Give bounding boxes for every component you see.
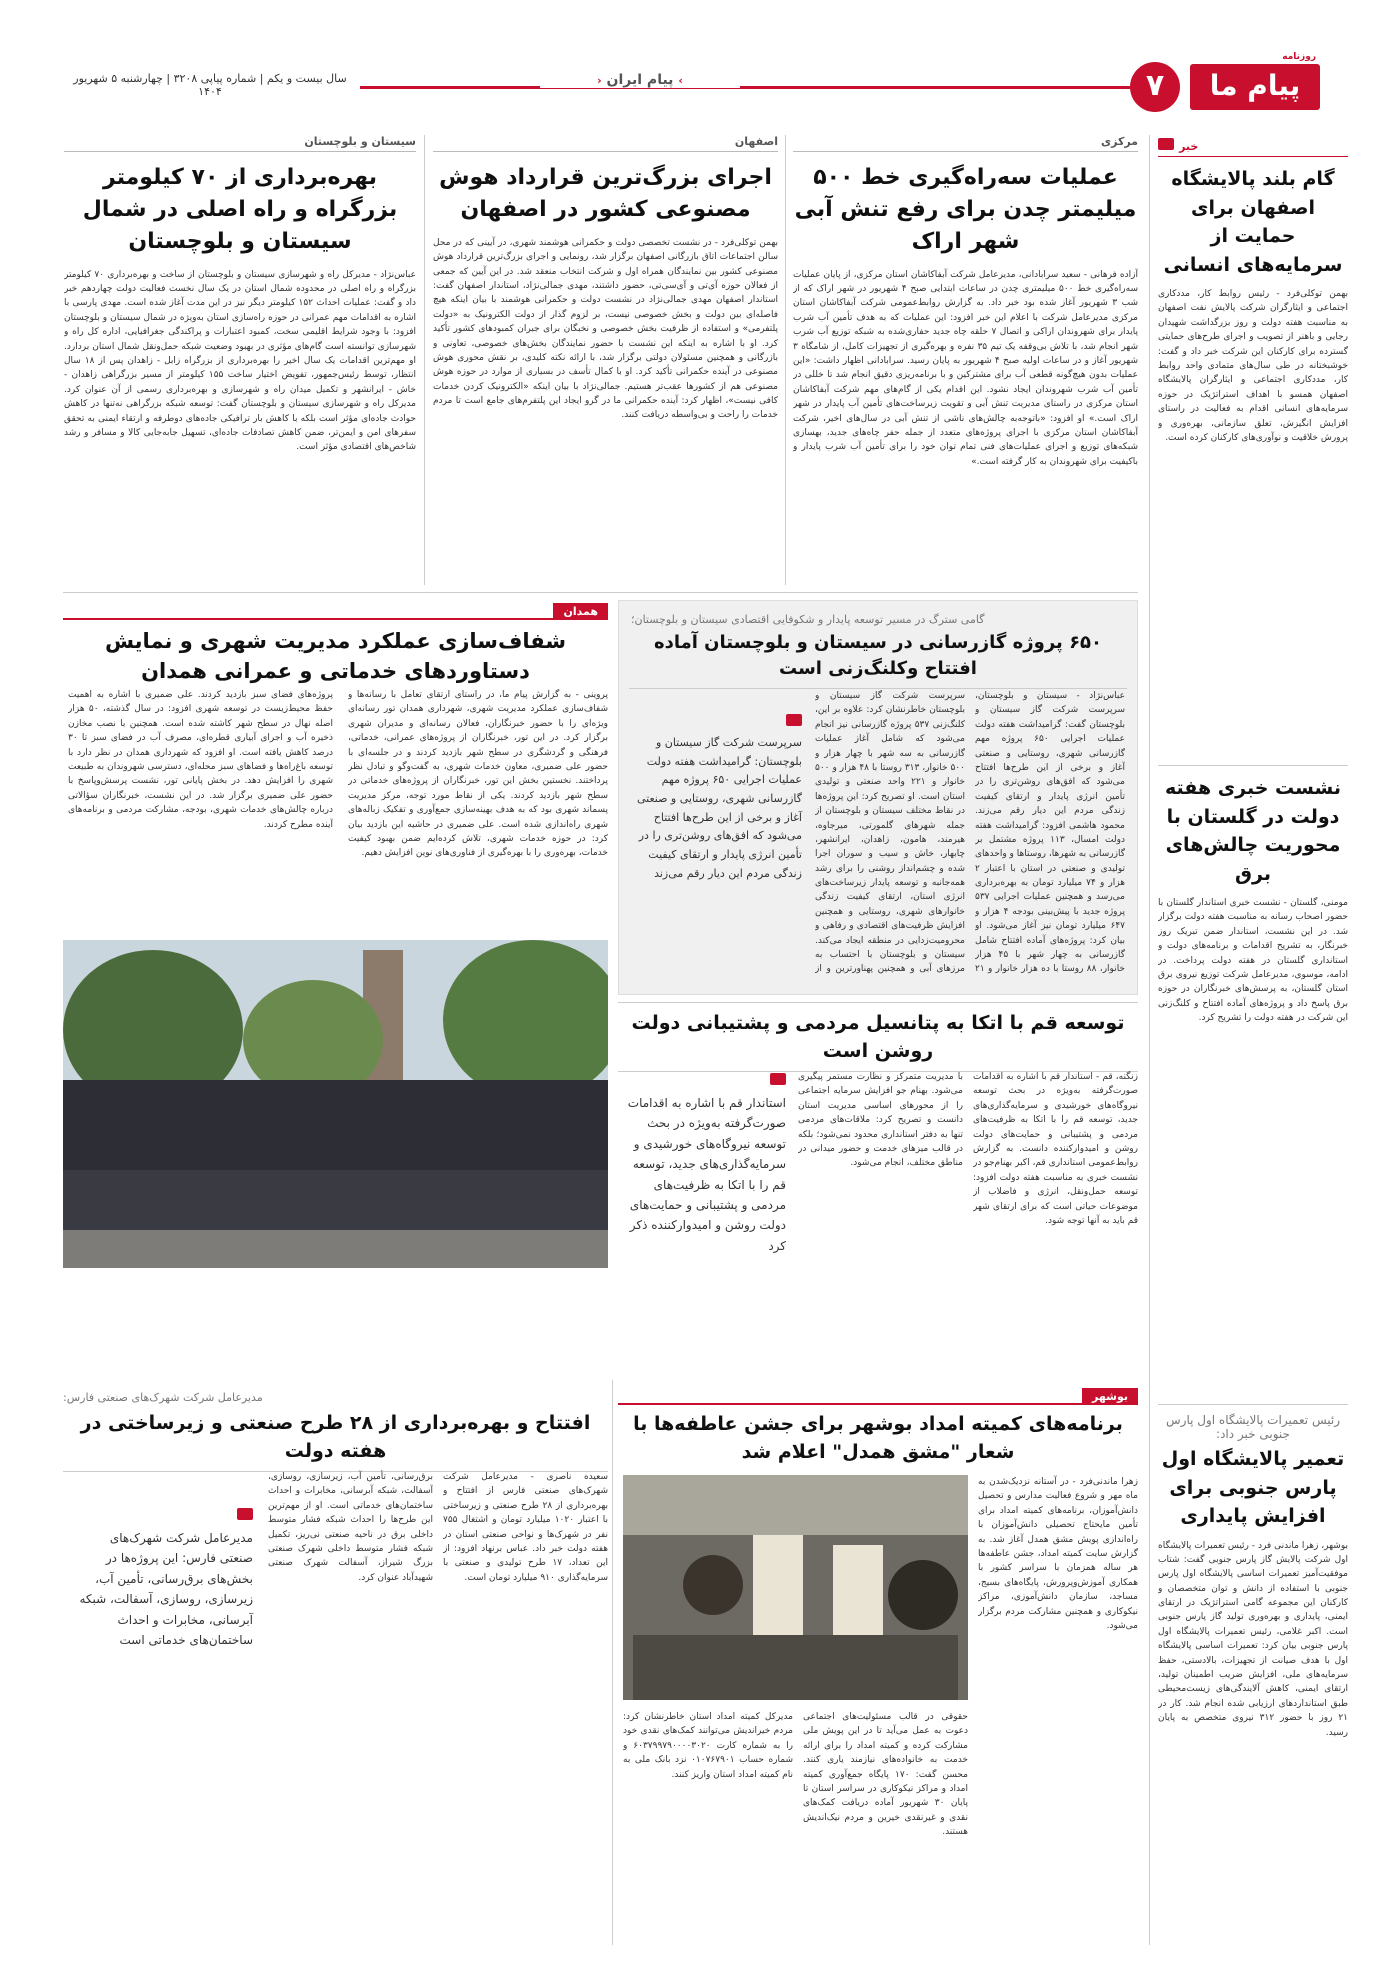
- article-body: عباس‌نژاد - مدیرکل راه و شهرسازی سیستان و بلوچستان از ساخت و بهره‌برداری ۷۰ کیلومتر بزرگراه و راه اصلی در محدوده شمال استان در یک سال نخست فعالیت دولت چهاردهم خبر داد و گفت: عملیات احداث ۱۵۲ کیلومتر دیگر نیز در این مدت آغاز شده است. مهدی پارسی با اشاره به اقدامات مهم عمرانی در حوزه راه‌سازی استان به‌ویژه در شمال سیستان و بلوچستان افزود: با وجود شرایط اقلیمی سخت، کمبود اعتبارات و پراکندگی جغرافیایی، اداره کل راه و شهرسازی توانسته است گام‌های مؤثری در بهبود وضعیت شبکه حمل‌ونقل شمال استان بردارد. او مهم‌ترین اقدامات یک سال اخیر را بهره‌برداری از بزرگراه زابل - زاهدان پس از ۱۸ سال انتظار، توسط رئیس‌جمهور، تفویض اختیار ساخت ۱۵۵ کیلومتر از مسیر بزرگراهی زاهدان - خاش - ایرانشهر و تکمیل میدان راه و شهرسازی و بهره‌برداری رسمی از آن عنوان کرد. مدیرکل راه و شهرسازی سیستان و بلوچستان گفت: توسعه شبکه بزرگراهی نه‌تنها در کاهش حوادث جاده‌ای مؤثر است بلکه با کاهش بار ترافیکی جاده‌های دوطرفه و ارتقاء ایمنی به تحقق سفرهای امن و ایمن‌تر، ضمن کاهش تصادفات جاده‌ای، تسهیل جابه‌جایی کالا و مسافر و رشد شاخص‌های اقتصادی مؤثر است.: [64, 269, 416, 453]
- article-fars: [63, 1385, 608, 1945]
- article-markazi: [793, 135, 1138, 585]
- sidebar-item-title: گام بلند پالایشگاه اصفهان برای حمایت از سرمایه‌های انسانی: [1163, 168, 1343, 276]
- article-qom: [618, 1010, 1138, 1380]
- article-body-col1: زنگنه، قم - استاندار قم با اشاره به اقدامات صورت‌گرفته به‌ویژه در بحث توسعه نیروگاه‌های خورشیدی و سرمایه‌گذاری‌های جدید، توسعه قم را با اتکا به ظرفیت‌های مردمی و پشتیبانی و حمایت‌های دولت روشن و امیدوارکننده دانست. به گزارش روابط‌عمومی استانداری قم، اکبر بهنام‌جو در نشست خبری به مناسبت هفته دولت افزود: توسعه حمل‌ونقل، انرژی و فاضلاب از موضوعات حیاتی است که برای ارتقای شهر قم باید به آنها توجه شود.: [973, 1072, 1138, 1226]
- article-body-col1: عباس‌نژاد - سیستان و بلوچستان، سرپرست شرکت گاز سیستان و بلوچستان گفت: گرامیداشت هفته دولت عملیات اجرایی ۶۵۰ پروژه مهم گازرسانی شهری، روستایی و صنعتی آغاز و برخی از این طرح‌ها افتتاح می‌شود که افق‌های روشن‌تری را در تأمین انرژی پایدار و ارتقای کیفیت زندگی مردم این دیار رقم می‌زند. محمود هاشمی افزود: گرامیداشت هفته دولت امسال، ۱۱۳ پروژه مشتمل بر گازرسانی به شهرها، روستاها و واحدهای تولیدی و صنعتی در استان با اعتبار ۲ هزار و ۷۴ میلیارد تومان به بهره‌برداری می‌رسد و همچنین عملیات اجرایی ۵۳۷ پروژه جدید با پیش‌بینی بودجه ۴ هزار و ۶۴۷ میلیارد تومان نیز آغاز می‌شود. او بیان کرد: پروژه‌های آماده افتتاح شامل گازرسانی به چهار شهر با ۴۵ هزار خانوار، ۸۸ روستا با ده هزار خانوار و ۲۱: [975, 691, 1125, 975]
- article-body-col2: برق‌رسانی، تأمین آب، زیرسازی، روسازی، آسفالت، شبکه آبرسانی، مخابرات و احداث ساختمان‌های خدماتی است. او از مهم‌ترین این طرح‌ها را احداث شبکه فشار متوسط داخلی برق در ناحیه صنعتی نی‌ریز، تکمیل شبکه فشار متوسط داخلی شهرک صنعتی بزرگ شیراز، آسفالت شهرک صنعتی شهیدآباد عنوان کرد.: [268, 1472, 433, 1583]
- quote-icon: [770, 1073, 786, 1085]
- group-photo: [63, 940, 608, 1268]
- newspaper-logo[interactable]: روزنامه پیام ما: [1190, 64, 1320, 110]
- column-divider: [1149, 135, 1150, 1945]
- article-body-col1: پروینی - به گزارش پیام ما، در راستای ارتقای تعامل با رسانه‌ها و شفاف‌سازی عملکرد مدیریت شهری، شهرداری همدان تور رسانه‌ای ویژه‌ای را با حضور خبرنگاران، فعالان رسانه‌ای و مدیران شهری برگزار کرد. در این تور، خبرنگاران از پروژه‌های عمرانی، خدماتی، فرهنگی و گردشگری در سطح شهر بازدید کردند و در جلسه‌ای با حضور علی ضمیری، معاون خدمات شهری، به گفت‌وگو و تبادل نظر پرداختند. نخستین بخش این تور، خبرنگاران از پروژه‌های خدماتی در سطح شهر بازدید کردند. یکی از نقاط مورد توجه، مرکز مدیریت پسماند شهری بود که به هدف بهینه‌سازی جمع‌آوری و تفکیک زباله‌های شهری راه‌اندازی شده است. علی ضمیری در حاشیه این بازدید بیان کرد: در حوزه خدمات شهری، تلاش کرده‌ایم ضمن بهبود کیفیت خدمات، بهره‌وری را با بهره‌گیری از فناوری‌های نوین افزایش دهیم.: [348, 690, 608, 859]
- page-name: › پیام ایران ‹: [540, 72, 740, 88]
- article-title: توسعه قم با اتکا به پتانسیل مردمی و پشتیبانی دولت روشن است: [631, 1012, 1125, 1062]
- article-title: اجرای بزرگ‌ترین قرارداد هوش مصنوعی کشور در اصفهان: [439, 165, 772, 222]
- sidebar-item-title: تعمیر پالایشگاه اول پارس جنوبی برای افزایش پایداری: [1161, 1448, 1345, 1527]
- sidebar-item-body: بوشهر، زهرا ماندنی فرد - رئیس تعمیرات پالایشگاه اول شرکت پالایش گاز پارس جنوبی گفت: شتاب موفقیت‌آمیز تعمیرات اساسی پالایشگاه اول پارس جنوبی با استفاده از دانش و توان متخصصان و کارکنان این مجموعه گامی استراتژیک در ارتقای ایمنی، پایداری و بهره‌وری تولید گاز پارس جنوبی است. اکبر غلامی، رئیس تعمیرات پالایشگاه اول پارس جنوبی بیان کرد: تعمیرات اساسی پالایشگاه اول با هدف صیانت از تجهیزات، بالادستی، حفظ سرمایه‌های ملی، افزایش ضریب اطمینان تولید، ارتقای ایمنی، کاهش آلایندگی‌های زیست‌محیطی طبق استانداردهای ارزیابی شده انجام شد. کار در ۲۱ روز با حضور ۳۱۲ نیروی متخصص به پایان رسید.: [1158, 1540, 1348, 1738]
- sidebar-tag: خبر: [1179, 140, 1199, 153]
- article-title: ۶۵۰ پروژه گازرسانی در سیستان و بلوچستان آماده افتتاح وکلنگ‌زنی است: [653, 632, 1103, 680]
- article-title: شفاف‌سازی عملکرد مدیریت شهری و نمایش دستاوردهای خدماتی و عمرانی همدان: [104, 629, 566, 684]
- article-gas-sistan: [618, 600, 1138, 995]
- article-kicker: گامی سترگ در مسیر توسعه پایدار و شکوفایی اقتصادی سیستان و بلوچستان؛: [631, 613, 985, 626]
- article-sistan: [64, 135, 416, 585]
- article-body-col1: سعیده ناصری - مدیرعامل شرکت شهرک‌های صنعتی فارس از افتتاح و بهره‌برداری از ۲۸ طرح صنعتی و زیرساختی با اعتبار ۱۰۲۰ میلیارد تومان و اشتغال ۷۵۵ نفر در شهرک‌ها و نواحی صنعتی استان در هفته دولت خبر داد. عباس برنهاد افزود: از این تعداد، ۱۷ طرح تولیدی و صنعتی با سرمایه‌گذاری ۹۱۰ میلیارد تومان است.: [443, 1472, 608, 1583]
- news-icon: [1158, 138, 1174, 150]
- pull-quote-text: سرپرست شرکت گاز سیستان و بلوچستان: گرامیداشت هفته دولت عملیات اجرایی ۶۵۰ پروژه مهم گازرسانی شهری، روستایی و صنعتی آغاز و برخی از این طرح‌ها افتتاح می‌شود که افق‌های روشن‌تری را در تأمین انرژی پایدار و ارتقای کیفیت زندگی مردم این دیار رقم می‌زند: [636, 736, 802, 880]
- article-bushehr: [618, 1385, 1138, 1945]
- pull-quote-text: استاندار قم با اشاره به اقدامات صورت‌گرفته به‌ویژه در بحث توسعه نیروگاه‌های خورشیدی و سرمایه‌گذاری‌های جدید، توسعه قم را با اتکا به ظرفیت‌های مردمی و پشتیبانی و حمایت‌های دولت روشن و امیدوارکننده ذکر کرد: [627, 1096, 786, 1253]
- sidebar-item-body: بهمن توکلی‌فرد - رئیس روابط کار، مددکاری اجتماعی و ایثارگران شرکت پالایش نفت اصفهان به مناسبت هفته دولت و روز بزرگداشت شهیدان رجایی و باهنر از تصویب و اجرای طرح‌های حمایتی گسترده برای کارکنان این شرکت خبر داد و گفت: خوشبختانه در طی سال‌های متمادی واحد روابط کار، مددکاری اجتماعی و ایثارگران پالایشگاه اصفهان همسو با اهداف استراتژیک در حوزه سرمایه‌های انسانی اقدام به فعالیت در راستای افزایش انگیزش، تعلق سازمانی، بهره‌وری و پرورش خلاقیت و نوآوری‌های کارکنان کرده است.: [1158, 289, 1348, 443]
- article-body-col2: حقوقی در قالب مسئولیت‌های اجتماعی دعوت به عمل می‌آید تا در این پویش ملی مشارکت کرده و کمیته امداد را برای ارائه خدمت به خانواده‌های نیازمند یاری کنند. محسن گفت: ۱۷۰ پایگاه جمع‌آوری کمیته امداد و مراکز نیکوکاری در سراسر استان تا پایان ۳۰ شهریور آماده دریافت کمک‌های نقدی و غیرنقدی خیرین و مردم نیک‌اندیش هستند.: [803, 1712, 968, 1838]
- row-divider: [63, 592, 1138, 593]
- quote-icon: [237, 1508, 253, 1520]
- column-divider: [424, 135, 425, 585]
- article-isfahan: [433, 135, 778, 585]
- logo-subtitle: روزنامه: [1282, 52, 1316, 62]
- article-title: بهره‌برداری از ۷۰ کیلومتر بزرگراه و راه اصلی در شمال سیستان و بلوچستان: [82, 165, 398, 254]
- photo-illustration: [623, 1475, 968, 1700]
- sidebar: [1158, 135, 1348, 1945]
- quote-icon: [786, 714, 802, 726]
- sidebar-item-kicker: رئیس تعمیرات پالایشگاه اول پارس جنوبی خبر داد:: [1166, 1413, 1340, 1441]
- prev-arrow-icon[interactable]: ‹: [597, 74, 602, 87]
- sidebar-item-title: نشست خبری هفته دولت در گلستان با محوریت چالش‌های برق: [1165, 777, 1341, 885]
- divider: [1158, 1404, 1348, 1405]
- pull-quote: [632, 711, 802, 884]
- article-body-col3: مدیرکل کمیته امداد استان خاطرنشان کرد: مردم خیراندیش می‌توانند کمک‌های نقدی خود را به شماره کارت ۶۰۳۷۹۹۷۹۰۰۰۰۳۰۲۰ و شماره حساب ۰۱۰۷۶۷۹۰۱ نزد بانک ملی به نام کمیته امداد استان واریز کنند.: [623, 1712, 793, 1780]
- section-label: سیستان و بلوچستان: [64, 135, 416, 152]
- pull-quote: [73, 1505, 253, 1650]
- divider: [1158, 765, 1348, 766]
- next-arrow-icon[interactable]: ›: [678, 74, 683, 87]
- section-label: مرکزی: [793, 135, 1138, 152]
- page-header: [60, 52, 1320, 114]
- article-body-col2: پروژه‌های فضای سبز بازدید کردند. علی ضمیری با اشاره به اهمیت حفظ محیط‌زیست در توسعه شهری افزود: در سال گذشته، ۵۰ هزار اصله نهال در سطح شهر کاشته شده است. همچنین با نصب مخازن ذخیره آب و اجرای آبیاری قطره‌ای، مصرف آب در فضای سبز تا ۳۰ درصد کاهش یافته است. او افزود که شهرداری همدان در نظر دارد با توسعه باغ‌راه‌ها و فضاهای سبز محله‌ای، دسترسی شهروندان به طبیعت شهری را افزایش دهد. در بخش پایانی تور، نشست پرسش‌وپاسخ با حضور علی ضمیری برگزار شد. در این نشست، خبرنگاران سؤالاتی درباره چالش‌های خدمات شهری، بودجه، مشارکت مردمی و برنامه‌های آینده مطرح کردند.: [68, 690, 333, 830]
- pull-quote-text: مدیرعامل شرکت شهرک‌های صنعتی فارس: این پروژه‌ها در بخش‌های برق‌رسانی، تأمین آب، زیرسازی، روسازی، آسفالت، شبکه آبرسانی، مخابرات و احداث ساختمان‌های خدماتی است: [79, 1531, 253, 1647]
- section-label: اصفهان: [433, 135, 778, 152]
- charity-photo: [623, 1475, 968, 1700]
- column-divider: [785, 135, 786, 585]
- sidebar-header: [1158, 135, 1348, 157]
- sidebar-item-body: مومنی، گلستان - نشست خبری استاندار گلستان با حضور اصحاب رسانه به مناسبت هفته دولت برگزار شد. در این نشست، استاندار ضمن تبریک روز خبرنگار، به تشریح اقدامات و برنامه‌های دولت و استانداری گلستان در هفته دولت پرداخت. در ادامه، موسوی، مدیرعامل شرکت توزیع نیروی برق استان گلستان، به پرسش‌های خبرنگاران در حوزه برق پاسخ داد و پروژه‌های آماده افتتاح و کلنگ‌زنی این شرکت در هفته دولت را تشریح کرد.: [1158, 898, 1348, 1024]
- article-title: عملیات سه‌راه‌گیری خط ۵۰۰ میلیمتر چدن برای رفع تنش آبی شهر اراک: [794, 165, 1137, 254]
- article-kicker: مدیرعامل شرکت شهرک‌های صنعتی فارس:: [63, 1391, 263, 1404]
- section-tag: همدان: [553, 603, 608, 620]
- article-title: افتتاح و بهره‌برداری از ۲۸ طرح صنعتی و زیرساختی در هفته دولت: [80, 1412, 591, 1462]
- article-hamedan: [63, 600, 608, 1270]
- pull-quote: [621, 1070, 786, 1256]
- article-body: بهمن توکلی‌فرد - در نشست تخصصی دولت و حکمرانی هوشمند شهری، در آیینی که در محل سالن اجتماعات اتاق بازرگانی اصفهان برگزار شد، رونمایی و اجرای بزرگ‌ترین قرارداد هوش مصنوعی کشور بین نمایندگان همراه اول و شرکت انتخاب منعقد شد. در این آیین که جمعی از فعالان حوزه آی‌تی و آی‌سی‌تی، حضور داشتند، مهدی جمالی‌نژاد، استاندار اصفهان گفت: استاندار اصفهان مهدی جمالی‌نژاد در نشست دولت و حکمرانی هوشمند با بیان اینکه هیچ فاصله‌ای بین دولت و بخش خصوصی نیست، بر لزوم گذار از دولت الکترونیک به «دولت پلتفرمی» و استفاده از ظرفیت بخش خصوصی و نخبگان برای جبران کمبودهای کشور تأکید کرد. او با اشاره به اینکه این نشست با حضور نمایندگان بخش‌های خصوصی، تعاونی و بازرگانی و همچنین مسئولان دولتی برگزار شد، با ارائه نکته کلیدی، بر نقش محوری هوش مصنوعی در آینده حکمرانی تأکید کرد. او با کمال تأسف در بسیاری از موارد در حوزه هوش مصنوعی هم از کشورها عقب‌تر هستیم. جمالی‌نژاد با بیان اینکه «الکترونیک کردن خدمات کافی نیست»، اظهار کرد: آینده حکمرانی ما در گرو ایجاد این پلتفرم‌های جامع است تا مردم خدمات را راحت و بی‌واسطه دریافت کنند.: [433, 237, 778, 421]
- page-number: ۷: [1130, 62, 1180, 112]
- article-body: آزاده فرهانی - سعید سرابادانی، مدیرعامل شرکت آبفاکاشان استان مرکزی، از پایان عملیات سه‌راه‌گیری خط ۵۰۰ میلیمتری چدن در ساعات ابتدایی صبح ۴ شهریور در شهر اراک که از شب ۳ شهریور آغاز شده بود خبر داد. به گزارش روابط‌عمومی شرکت آبفاکاشان استان مرکزی مدیرعامل شرکت با اعلام این خبر افزود: این عملیات که به هدف تأمین آب شرب پایدار برای شهروندان اراکی و اتصال ۷ حلقه چاه جدید حفاری‌شده به شبکه توزیع آب شرب شهر انجام شد، با تلاش بی‌وقفه یک تیم ۳۵ نفره و بهره‌گیری از تجهیزات کامل، از شامگاه ۳ شهریور آغاز و در ساعات اولیه صبح ۴ شهریور به پایان رسید. سرابادانی اظهار داشت: «این عملیات بدون هیچ‌گونه قطعی آب برای مشترکین و با برنامه‌ریزی دقیق انجام شد تا خللی در تأمین آب شرب شهروندان ایجاد نشود. این اقدام یکی از گام‌های مهم شرکت آبفاکاشان استان مرکزی در راستای مدیریت تنش آبی و تقویت زیرساخت‌های تأمین آب پایدار در شهر اراک است.» او افزود: «باتوجه‌به چالش‌های ناشی از تنش آبی در سال‌های اخیر، شرکت آبفاکاشان استان مرکزی با اجرای پروژه‌های متعدد از جمله حفر چاه‌های جدید، بهسازی شبکه‌های توزیع و اجرای عملیات‌های فنی تمام توان خود را برای تأمین آب شرب پایدار و باکیفیت برای شهروندان به کار گرفته است.»: [793, 269, 1138, 467]
- article-title: برنامه‌های کمیته امداد بوشهر برای جشن عاطفه‌ها با شعار "مشق همدل" اعلام شد: [633, 1413, 1123, 1463]
- article-body-col2: با مدیریت متمرکز و نظارت مستمر پیگیری می‌شود. بهنام جو افزایش سرمایه اجتماعی را از محورهای اساسی مدیریت استان دانست و تصریح کرد: ملاقات‌های مردمی تنها به دفتر استانداری محدود نمی‌شود؛ بلکه در قالب میزهای خدمت و حضور میدانی در مناطق مختلف، انجام می‌شود.: [798, 1072, 963, 1169]
- date-line: سال بیست و یکم | شماره پیاپی ۳۲۰۸ | چهارشنبه ۵ شهریور ۱۴۰۴: [60, 72, 360, 98]
- article-body-col2: سرپرست شرکت گاز سیستان و بلوچستان خاطرنشان کرد: علاوه بر این، کلنگ‌زنی ۵۳۷ پروژه گازرسانی نیز انجام می‌شود که شامل آغاز عملیات گازرسانی به سه شهر با چهار هزار و ۵۰۰ خانوار، ۳۱۳ روستا با ۴۸ هزار و ۵۰۰ خانوار و ۲۲۱ واحد صنعتی و تولیدی استان است. او تصریح کرد: این پروژه‌ها در نقاط مختلف سیستان و بلوچستان از جمله شهرهای گلمورتی، میرجاوه، هیرمند، هامون، زاهدان، ایرانشهر، چابهار، خاش و سیب و سوران اجرا شده و چشم‌انداز روشنی را برای رشد همه‌جانبه و توسعه پایدار زیرساخت‌های انرژی استان، ارتقای کیفیت زندگی خانوارهای شهری، روستایی و همچنین افزایش ظرفیت‌های اقتصادی و رفاهی و محرومیت‌زدایی در منطقه ایجاد می‌کند. سیستان و بلوچستان با احتساب به مرزهای آبی و همچنین پهناورترین و از: [815, 691, 965, 975]
- photo-illustration: [63, 940, 608, 1268]
- article-body-col1: زهرا ماندنی‌فرد - در آستانه نزدیک‌شدن به ماه مهر و شروع فعالیت مدارس و تحصیل دانش‌آموزان، برنامه‌های کمیته امداد برای تأمین مایحتاج تحصیلی دانش‌آموزان با راه‌اندازی پویش مشق همدل آغاز شد. به گزارش سایت کمیته امداد، جشن عاطفه‌ها هر ساله همزمان با سراسر کشور با همکاری آموزش‌وپرورش، پایگاه‌های بسیج، مساجد، سازمان دانش‌آموزی، مراکز نیکوکاری و همچنین مشارکت مردم برگزار می‌شود.: [978, 1477, 1138, 1631]
- section-tag: بوشهر: [1082, 1388, 1138, 1405]
